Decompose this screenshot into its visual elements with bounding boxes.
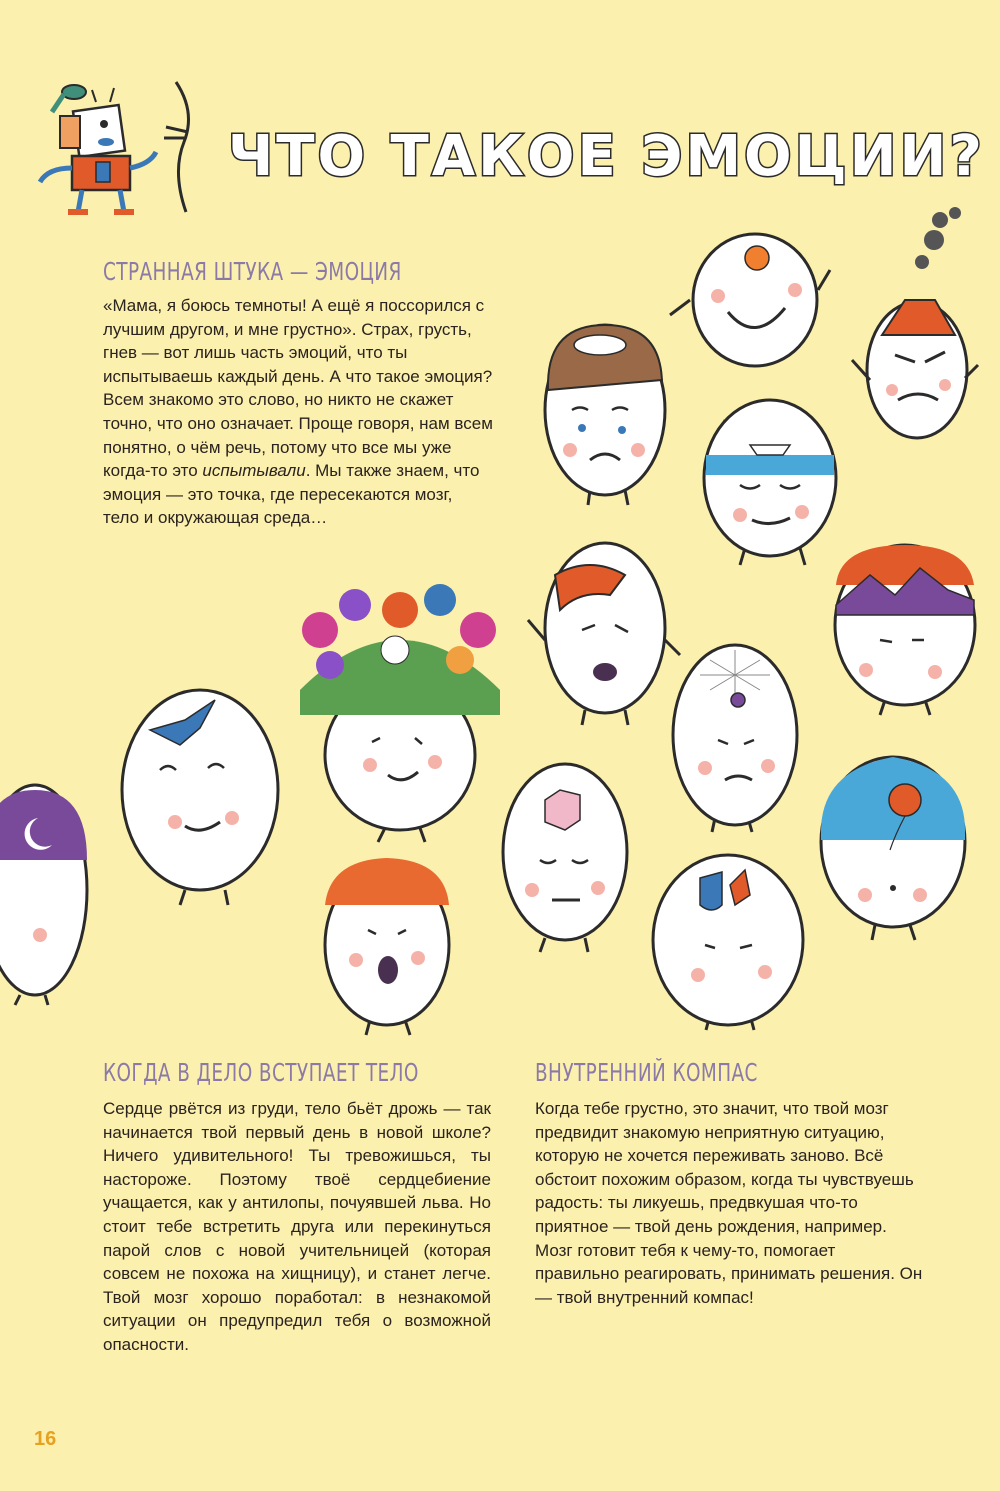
section-paragraph-body: Сердце рвётся из груди, тело бьёт дрожь — так начинается твой первый день в новой школе? Ничего удивительного! Ты тревожишься, ты настороже. Поэтому твоё сердцебиение учащается, как у антилопы, почуявшей льва. Но стоит тебе встретить друга или перекинуться парой слов с новой учительницей (которая совсем не похожа на хищницу), и станет легче. Твой мозг хорошо поработал: в незнакомой ситуации он предупредил тебя о возможной опасности.	[103, 1099, 491, 1354]
sad-head-icon	[545, 325, 665, 505]
paragraph-italic: испытывали	[202, 461, 306, 481]
angry-head-icon	[852, 207, 978, 438]
section-heading-compass: ВНУТРЕННИЙ КОМПАС	[535, 1058, 758, 1087]
flower-head-icon	[300, 584, 500, 842]
balloon-head-icon	[821, 757, 965, 940]
page-number: 16	[34, 1428, 57, 1450]
section-heading-strange-thing: СТРАННАЯ ШТУКА — ЭМОЦИЯ	[103, 257, 402, 286]
moon-head-icon	[0, 785, 87, 1005]
bird-head-icon	[122, 690, 278, 905]
cube-head-icon	[503, 764, 627, 952]
surprised-head-icon	[325, 858, 449, 1035]
paragraph-text-part2: . Мы также знаем, что эмоция — это точка, где пересекаются мозг, тело и окружающая среда…	[103, 461, 480, 528]
calm-head-icon	[704, 400, 836, 565]
section-paragraph-compass: Когда тебе грустно, это значит, что твой мозг предвидит знакомую неприятную ситуацию, которую не хочется переживать заново. Всё обстоит похожим образом, когда ты чувствуешь радость: ты ликуешь, предвкушая что-то приятное — твой день рождения, например. Мозг готовит тебя к чему-то, помогает правильно реагировать, принимать решения. Он — твой внутренний компас!	[535, 1099, 923, 1307]
page-title: ЧТО ТАКОЕ ЭМОЦИИ?	[228, 124, 985, 189]
spider-head-icon	[673, 645, 797, 832]
scared-head-icon	[528, 543, 680, 725]
paragraph-text-part1: «Мама, я боюсь темноты! А ещё я поссорился с лучшим другом, и мне грустно». Страх, грусть, гнев — вот лишь часть эмоций, что ты испытываешь каждый день. А что такое эмоция? Всем знакомо это слово, но никто не скажет точно, что оно означает. Проще говоря, нам всем понятно, о чём речь, потому что все мы уже когда-то это	[103, 296, 493, 481]
section-heading-body: КОГДА В ДЕЛО ВСТУПАЕТ ТЕЛО	[103, 1058, 419, 1087]
shield-head-icon	[653, 855, 803, 1030]
mountain-head-icon	[835, 545, 975, 715]
emotion-heads-illustration	[0, 200, 1000, 1050]
